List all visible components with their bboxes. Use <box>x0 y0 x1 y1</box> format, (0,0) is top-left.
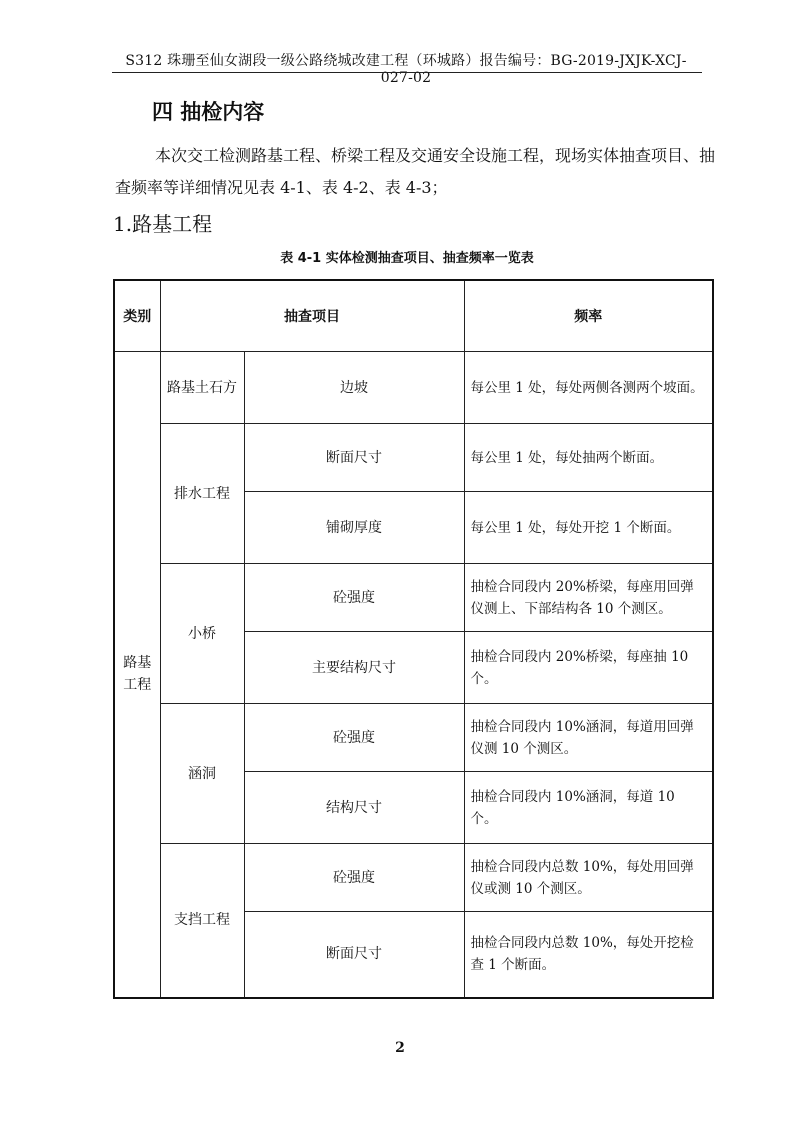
header-rule <box>112 72 702 73</box>
table-row <box>114 352 713 424</box>
page-number: 2 <box>395 1040 405 1056</box>
frequency-cell: 抽检合同段内 10%涵洞，每道用回弹仪测 10 个测区。 <box>464 704 713 772</box>
report-header: S312 珠珊至仙女湖段一级公路绕城改建工程（环城路）报告编号：BG-2019-JXJK-XCJ-027-02 <box>125 53 687 86</box>
table-row <box>114 704 713 772</box>
header-frequency: 频率 <box>464 280 713 352</box>
item-cell: 断面尺寸 <box>244 424 464 492</box>
item-cell: 边坡 <box>244 352 464 424</box>
frequency-cell: 抽检合同段内 20%桥梁，每座抽 10 个。 <box>464 632 713 704</box>
item-cell: 砼强度 <box>244 564 464 632</box>
item-cell: 铺砌厚度 <box>244 492 464 564</box>
item-cell: 砼强度 <box>244 704 464 772</box>
header-category: 类别 <box>114 280 160 352</box>
inspection-table <box>113 279 714 999</box>
table-header-row <box>114 280 713 352</box>
group-name: 支挡工程 <box>160 844 244 998</box>
group-name: 路基土石方 <box>160 352 244 424</box>
frequency-cell: 每公里 1 处，每处两侧各测两个坡面。 <box>464 352 713 424</box>
frequency-cell: 每公里 1 处，每处开挖 1 个断面。 <box>464 492 713 564</box>
frequency-cell: 抽检合同段内总数 10%，每处开挖检查 1 个断面。 <box>464 912 713 998</box>
item-cell: 主要结构尺寸 <box>244 632 464 704</box>
intro-paragraph: 本次交工检测路基工程、桥梁工程及交通安全设施工程，现场实体抽查项目、抽查频率等详细情况见表 4-1、表 4-2、表 4-3； <box>115 146 716 197</box>
table-row <box>114 424 713 492</box>
frequency-cell: 抽检合同段内 10%涵洞，每道 10 个。 <box>464 772 713 844</box>
frequency-cell: 每公里 1 处，每处抽两个断面。 <box>464 424 713 492</box>
table-row <box>114 564 713 632</box>
item-cell: 砼强度 <box>244 844 464 912</box>
table-row <box>114 844 713 912</box>
group-name: 排水工程 <box>160 424 244 564</box>
frequency-cell: 抽检合同段内总数 10%，每处用回弹仪或测 10 个测区。 <box>464 844 713 912</box>
frequency-cell: 抽检合同段内 20%桥梁，每座用回弹仪测上、下部结构各 10 个测区。 <box>464 564 713 632</box>
item-cell: 断面尺寸 <box>244 912 464 998</box>
item-cell: 结构尺寸 <box>244 772 464 844</box>
subsection-title: 1.路基工程 <box>113 212 213 236</box>
group-name: 涵洞 <box>160 704 244 844</box>
table-caption: 表 4-1 实体检测抽查项目、抽查频率一览表 <box>280 251 534 266</box>
group-name: 小桥 <box>160 564 244 704</box>
section-title: 四 抽检内容 <box>152 100 265 124</box>
category-cell: 路基工程 <box>114 352 160 998</box>
header-items: 抽查项目 <box>160 280 464 352</box>
